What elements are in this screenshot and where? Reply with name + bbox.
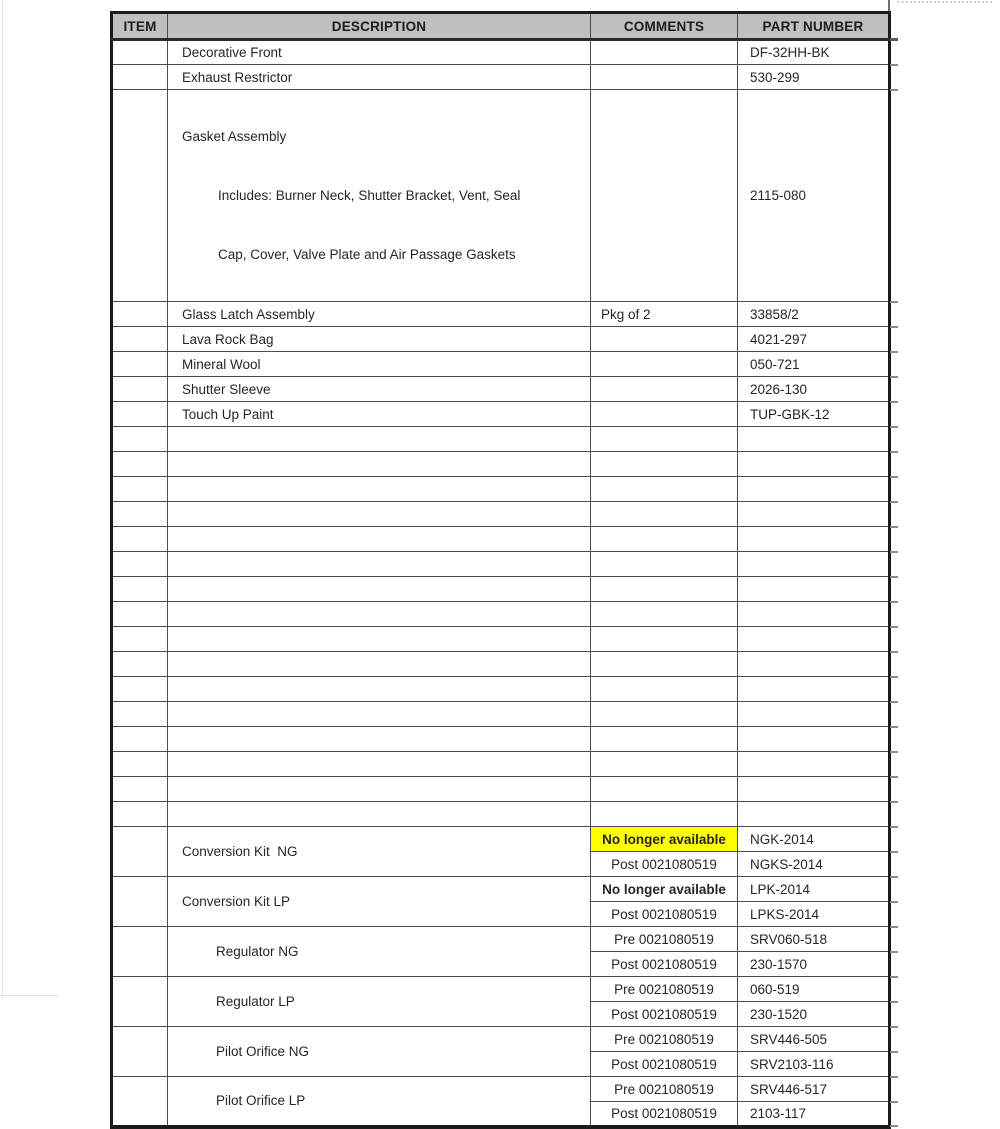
item-cell bbox=[112, 427, 168, 452]
item-cell bbox=[112, 40, 168, 65]
comments-cell bbox=[591, 65, 738, 90]
empty-row bbox=[112, 502, 890, 527]
page-edge-line bbox=[2, 0, 3, 998]
part-description: Mineral Wool bbox=[168, 352, 591, 377]
table-row-pilot-orifice-lp bbox=[112, 1077, 890, 1102]
part-number-cell bbox=[738, 502, 890, 527]
table-row bbox=[112, 352, 890, 377]
item-cell bbox=[112, 877, 168, 927]
part-description bbox=[168, 677, 591, 702]
part-number-cell bbox=[738, 452, 890, 477]
table-row bbox=[112, 402, 890, 427]
item-cell bbox=[112, 302, 168, 327]
empty-row bbox=[112, 452, 890, 477]
comments-cell bbox=[591, 90, 738, 302]
part-description: Shutter Sleeve bbox=[168, 377, 591, 402]
part-number-cell bbox=[738, 477, 890, 502]
comments-cell: Post 0021080519 bbox=[591, 952, 738, 977]
part-number-cell bbox=[738, 552, 890, 577]
comments-cell bbox=[591, 577, 738, 602]
item-cell bbox=[112, 777, 168, 802]
part-description-detail-line: Cap, Cover, Valve Plate and Air Passage Gaskets bbox=[218, 247, 516, 262]
table-row bbox=[112, 65, 890, 90]
part-description: Decorative Front bbox=[168, 40, 591, 65]
part-description bbox=[168, 452, 591, 477]
part-number-cell bbox=[738, 752, 890, 777]
part-description bbox=[168, 627, 591, 652]
comments-cell bbox=[591, 527, 738, 552]
part-number-cell: 2103-117 bbox=[738, 1102, 890, 1127]
table-row bbox=[112, 302, 890, 327]
empty-row bbox=[112, 427, 890, 452]
header-row bbox=[112, 13, 890, 40]
scan-artifact-dotted-line bbox=[897, 1, 992, 3]
comments-cell bbox=[591, 602, 738, 627]
part-description bbox=[168, 502, 591, 527]
part-description bbox=[168, 777, 591, 802]
comments-cell: No longer available bbox=[591, 877, 738, 902]
header-item: ITEM bbox=[112, 13, 168, 40]
empty-row bbox=[112, 777, 890, 802]
part-description bbox=[168, 652, 591, 677]
header-comments: COMMENTS bbox=[591, 13, 738, 40]
part-description bbox=[168, 527, 591, 552]
part-number-cell: NGKS-2014 bbox=[738, 852, 890, 877]
empty-row bbox=[112, 627, 890, 652]
table-row-gasket-assembly bbox=[112, 90, 890, 302]
part-number-cell: 230-1520 bbox=[738, 1002, 890, 1027]
item-cell bbox=[112, 90, 168, 302]
part-description bbox=[168, 477, 591, 502]
item-cell bbox=[112, 752, 168, 777]
comments-cell bbox=[591, 627, 738, 652]
table-row bbox=[112, 377, 890, 402]
item-cell bbox=[112, 377, 168, 402]
part-number-cell bbox=[738, 427, 890, 452]
comments-cell: Post 0021080519 bbox=[591, 902, 738, 927]
part-number-cell bbox=[738, 677, 890, 702]
comments-cell bbox=[591, 727, 738, 752]
part-number-cell: 2115-080 bbox=[738, 90, 890, 302]
part-description: Glass Latch Assembly bbox=[168, 302, 591, 327]
part-description: Regulator LP bbox=[168, 977, 591, 1027]
part-number-cell: 230-1570 bbox=[738, 952, 890, 977]
part-number-cell: 2026-130 bbox=[738, 377, 890, 402]
table-row-regulator-ng bbox=[112, 927, 890, 952]
empty-row bbox=[112, 702, 890, 727]
part-number-cell bbox=[738, 602, 890, 627]
item-cell bbox=[112, 727, 168, 752]
comments-cell: Post 0021080519 bbox=[591, 852, 738, 877]
item-cell bbox=[112, 927, 168, 977]
part-number-cell bbox=[738, 527, 890, 552]
comments-cell bbox=[591, 552, 738, 577]
part-description bbox=[168, 752, 591, 777]
comments-cell bbox=[591, 802, 738, 827]
part-number-cell: 050-721 bbox=[738, 352, 890, 377]
header-description: DESCRIPTION bbox=[168, 13, 591, 40]
item-cell bbox=[112, 827, 168, 877]
part-number-cell: 4021-297 bbox=[738, 327, 890, 352]
table-row bbox=[112, 327, 890, 352]
comments-cell bbox=[591, 327, 738, 352]
part-number-cell: TUP-GBK-12 bbox=[738, 402, 890, 427]
item-cell bbox=[112, 1077, 168, 1127]
empty-row bbox=[112, 527, 890, 552]
comments-cell bbox=[591, 752, 738, 777]
empty-row bbox=[112, 677, 890, 702]
page-edge-line-bottom bbox=[0, 995, 58, 996]
part-description bbox=[168, 90, 591, 302]
part-description bbox=[168, 427, 591, 452]
item-cell bbox=[112, 477, 168, 502]
table-row-regulator-lp bbox=[112, 977, 890, 1002]
part-number-cell bbox=[738, 652, 890, 677]
part-number-cell bbox=[738, 577, 890, 602]
item-cell bbox=[112, 352, 168, 377]
part-number-cell bbox=[738, 727, 890, 752]
part-description bbox=[168, 702, 591, 727]
table-row-conversion-kit-lp bbox=[112, 877, 890, 902]
item-cell bbox=[112, 577, 168, 602]
part-number-cell bbox=[738, 627, 890, 652]
part-description: Conversion Kit NG bbox=[168, 827, 591, 877]
part-description: Regulator NG bbox=[168, 927, 591, 977]
empty-row bbox=[112, 477, 890, 502]
part-number-cell: 33858/2 bbox=[738, 302, 890, 327]
item-cell bbox=[112, 527, 168, 552]
comments-cell: Pkg of 2 bbox=[591, 302, 738, 327]
comments-cell: Pre 0021080519 bbox=[591, 927, 738, 952]
part-description bbox=[168, 602, 591, 627]
part-number-cell bbox=[738, 702, 890, 727]
item-cell bbox=[112, 977, 168, 1027]
empty-row bbox=[112, 802, 890, 827]
item-cell bbox=[112, 1027, 168, 1077]
part-number-cell: NGK-2014 bbox=[738, 827, 890, 852]
part-number-cell bbox=[738, 802, 890, 827]
part-description: Lava Rock Bag bbox=[168, 327, 591, 352]
table-row-pilot-orifice-ng bbox=[112, 1027, 890, 1052]
item-cell bbox=[112, 552, 168, 577]
comments-cell bbox=[591, 677, 738, 702]
item-cell bbox=[112, 65, 168, 90]
part-description: Conversion Kit LP bbox=[168, 877, 591, 927]
comments-cell bbox=[591, 377, 738, 402]
empty-row bbox=[112, 652, 890, 677]
empty-row bbox=[112, 552, 890, 577]
comments-cell bbox=[591, 652, 738, 677]
part-description bbox=[168, 727, 591, 752]
item-cell bbox=[112, 627, 168, 652]
comments-cell bbox=[591, 502, 738, 527]
item-cell bbox=[112, 702, 168, 727]
parts-table bbox=[110, 11, 891, 1129]
part-description: Pilot Orifice NG bbox=[168, 1027, 591, 1077]
comments-cell: Pre 0021080519 bbox=[591, 1027, 738, 1052]
part-description: Exhaust Restrictor bbox=[168, 65, 591, 90]
comments-cell bbox=[591, 352, 738, 377]
item-cell bbox=[112, 327, 168, 352]
header-part-number: PART NUMBER bbox=[738, 13, 890, 40]
item-cell bbox=[112, 802, 168, 827]
part-description-detail-line: Includes: Burner Neck, Shutter Bracket, Vent, Seal bbox=[218, 188, 521, 203]
empty-row bbox=[112, 602, 890, 627]
comments-cell: Post 0021080519 bbox=[591, 1052, 738, 1077]
item-cell bbox=[112, 452, 168, 477]
empty-row bbox=[112, 752, 890, 777]
comments-cell bbox=[591, 427, 738, 452]
comments-cell: Post 0021080519 bbox=[591, 1002, 738, 1027]
comments-cell bbox=[591, 402, 738, 427]
comments-cell bbox=[591, 702, 738, 727]
part-description bbox=[168, 577, 591, 602]
part-number-cell: LPKS-2014 bbox=[738, 902, 890, 927]
part-number-cell: LPK-2014 bbox=[738, 877, 890, 902]
part-description-main: Gasket Assembly bbox=[182, 129, 287, 144]
empty-row bbox=[112, 727, 890, 752]
comments-cell bbox=[591, 777, 738, 802]
item-cell bbox=[112, 402, 168, 427]
item-cell bbox=[112, 652, 168, 677]
table-row bbox=[112, 40, 890, 65]
part-number-cell: DF-32HH-BK bbox=[738, 40, 890, 65]
part-number-cell: 530-299 bbox=[738, 65, 890, 90]
table-row-conversion-kit-ng bbox=[112, 827, 890, 852]
item-cell bbox=[112, 502, 168, 527]
comments-cell: Pre 0021080519 bbox=[591, 977, 738, 1002]
part-description bbox=[168, 802, 591, 827]
part-description bbox=[168, 552, 591, 577]
part-number-cell: SRV446-505 bbox=[738, 1027, 890, 1052]
empty-row bbox=[112, 577, 890, 602]
comments-cell bbox=[591, 40, 738, 65]
comments-cell: Post 0021080519 bbox=[591, 1102, 738, 1127]
comments-cell bbox=[591, 452, 738, 477]
part-number-cell: 060-519 bbox=[738, 977, 890, 1002]
comments-cell bbox=[591, 477, 738, 502]
comments-cell: Pre 0021080519 bbox=[591, 1077, 738, 1102]
part-number-cell bbox=[738, 777, 890, 802]
part-number-cell: SRV060-518 bbox=[738, 927, 890, 952]
item-cell bbox=[112, 602, 168, 627]
item-cell bbox=[112, 677, 168, 702]
part-description: Pilot Orifice LP bbox=[168, 1077, 591, 1127]
part-number-cell: SRV446-517 bbox=[738, 1077, 890, 1102]
part-description: Touch Up Paint bbox=[168, 402, 591, 427]
part-number-cell: SRV2103-116 bbox=[738, 1052, 890, 1077]
comments-cell-highlighted: No longer available bbox=[591, 827, 738, 852]
